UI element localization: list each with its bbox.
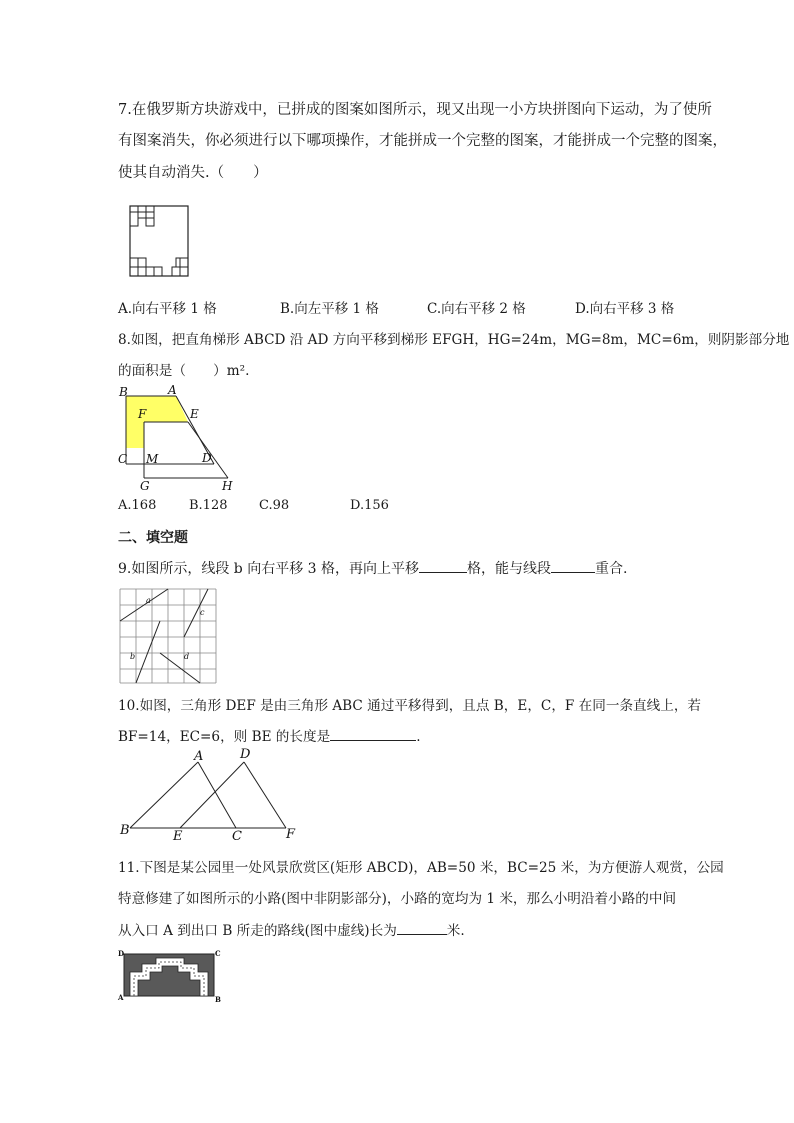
q8-label-f: F bbox=[138, 407, 147, 421]
q10-text-a: BF=14，EC=6，则 BE 的长度是 bbox=[118, 729, 331, 745]
q10-label-b: B bbox=[120, 823, 130, 838]
q11-blank[interactable] bbox=[397, 920, 447, 935]
q10-line-1: 10.如图，三角形 DEF 是由三角形 ABC 通过平移得到，且点 B，E，C，F 在同一条直线上，若 bbox=[118, 698, 702, 714]
q9-blank-2[interactable] bbox=[551, 558, 595, 573]
q9-text-b: 格，能与线段 bbox=[467, 561, 552, 577]
q8-label-b: B bbox=[119, 385, 128, 399]
q8-trapezoid-figure bbox=[116, 384, 240, 492]
q8-label-d: D bbox=[202, 451, 212, 465]
q11-text-a: 从入口 A 到出口 B 所走的路线(图中虚线)长为 bbox=[118, 923, 397, 939]
section-title: 二、填空题 bbox=[118, 530, 188, 546]
q10-label-f: F bbox=[286, 827, 296, 840]
q8-line-1: 8.如图，把直角梯形 ABCD 沿 AD 方向平移到梯形 EFGH，HG=24m，MG=8m，MC=6m，则阴影部分地 bbox=[118, 332, 790, 348]
q11-line-3 bbox=[118, 920, 465, 941]
q7-line-3: 使其自动消失.（ ） bbox=[118, 165, 268, 181]
q9-line bbox=[118, 558, 627, 579]
q11-label-d: D bbox=[118, 949, 125, 958]
q11-line-1: 11.下图是某公园里一处风景欣赏区(矩形 ABCD)，AB=50 米，BC=25 米，为方便游人观赏，公园 bbox=[118, 860, 724, 876]
q10-label-a: A bbox=[194, 749, 204, 764]
q8-label-h: H bbox=[222, 479, 233, 492]
q8-label-g: G bbox=[140, 479, 150, 492]
q11-text-b: 米. bbox=[446, 923, 465, 939]
q7-line-1: 7.在俄罗斯方块游戏中，已拼成的图案如图所示，现又出现一小方块拼图向下运动，为了使所 bbox=[118, 102, 712, 118]
q9-label-b: b bbox=[130, 652, 136, 661]
q7-option-c: C.向右平移 2 格 bbox=[427, 301, 526, 317]
q9-blank-1[interactable] bbox=[419, 558, 467, 573]
q8-line-2: 的面积是（ ）m². bbox=[118, 363, 250, 379]
q11-label-c: C bbox=[215, 949, 221, 958]
q9-label-d: d bbox=[184, 652, 190, 661]
q8-label-e: E bbox=[190, 407, 199, 421]
q8-option-b: B.128 bbox=[189, 498, 228, 513]
q10-blank[interactable] bbox=[330, 726, 416, 741]
q8-label-a: A bbox=[168, 384, 177, 397]
q11-path-figure bbox=[116, 946, 222, 1004]
q9-label-a: a bbox=[146, 596, 151, 605]
q10-line-2 bbox=[118, 726, 421, 747]
q11-line-2: 特意修建了如图所示的小路(图中非阴影部分)，小路的宽均为 1 米，那么小明沿着小路的中间 bbox=[118, 891, 677, 907]
q7-tetris-figure bbox=[118, 200, 198, 282]
q8-option-d: D.156 bbox=[350, 498, 389, 513]
q11-label-a: A bbox=[118, 993, 124, 1002]
q10-text-b: . bbox=[416, 729, 421, 745]
q9-text-a: 9.如图所示，线段 b 向右平移 3 格，再向上平移 bbox=[118, 561, 420, 577]
q10-label-e: E bbox=[173, 829, 183, 840]
q10-label-c: C bbox=[232, 829, 242, 840]
q8-option-c: C.98 bbox=[259, 498, 290, 513]
q10-label-d: D bbox=[240, 748, 251, 762]
q7-option-a: A.向右平移 1 格 bbox=[118, 301, 217, 317]
q11-label-b: B bbox=[215, 995, 221, 1004]
q7-line-2: 有图案消失，你必须进行以下哪项操作，才能拼成一个完整的图案，才能拼成一个完整的图案， bbox=[118, 133, 727, 149]
q8-label-c: C bbox=[118, 452, 128, 466]
q9-grid-figure bbox=[118, 585, 220, 685]
q9-label-c: c bbox=[200, 608, 205, 617]
q7-option-d: D.向右平移 3 格 bbox=[575, 301, 675, 317]
q8-option-a: A.168 bbox=[118, 498, 157, 513]
q9-text-c: 重合. bbox=[595, 561, 628, 577]
q8-label-m: M bbox=[146, 452, 159, 466]
q10-triangle-figure bbox=[118, 748, 300, 840]
q7-option-b: B.向左平移 1 格 bbox=[280, 301, 379, 317]
